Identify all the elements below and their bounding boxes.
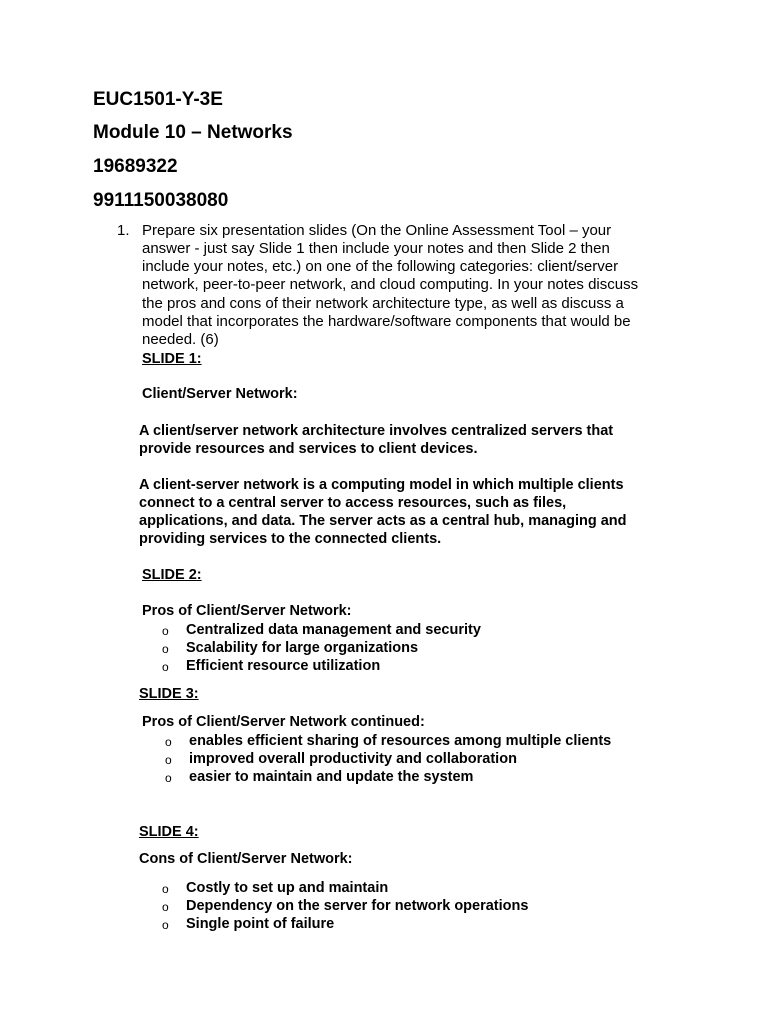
slide-1-paragraph-line: A client/server network architecture involves centralized servers that — [139, 423, 614, 439]
slide-1-paragraph-line: provide resources and services to client devices. — [139, 441, 478, 457]
module-title: Module 10 – Networks — [93, 122, 293, 143]
bullet-marker-icon: o — [165, 771, 172, 785]
slide-2-bullet: Efficient resource utilization — [186, 658, 381, 674]
slide-4-subheading: Cons of Client/Server Network: — [139, 851, 353, 867]
slide-2-subheading: Pros of Client/Server Network: — [142, 603, 352, 619]
student-number: 19689322 — [93, 156, 178, 177]
question-line: model that incorporates the hardware/software components that would be — [142, 313, 631, 330]
question-line: Prepare six presentation slides (On the Online Assessment Tool – your — [142, 222, 612, 239]
question-line: network, peer-to-peer network, and cloud computing. In your notes discuss — [142, 276, 639, 293]
slide-1-paragraph-line: applications, and data. The server acts as a central hub, managing and — [139, 513, 627, 529]
bullet-marker-icon: o — [162, 882, 169, 896]
slide-2-bullet: Scalability for large organizations — [186, 640, 419, 656]
slide-4-heading: SLIDE 4: — [139, 824, 199, 840]
bullet-marker-icon: o — [165, 753, 172, 767]
slide-1-heading: SLIDE 1: — [142, 351, 202, 367]
bullet-marker-icon: o — [162, 624, 169, 638]
bullet-marker-icon: o — [162, 642, 169, 656]
question-line: needed. (6) — [142, 331, 219, 348]
slide-1-paragraph-line: A client-server network is a computing model in which multiple clients — [139, 477, 624, 493]
slide-2-bullet: Centralized data management and security — [186, 622, 481, 638]
question-line: answer - just say Slide 1 then include your notes and then Slide 2 then — [142, 240, 610, 257]
slide-3-bullet: easier to maintain and update the system — [189, 769, 474, 785]
slide-4-bullet: Costly to set up and maintain — [186, 880, 389, 896]
slide-3-bullet: enables efficient sharing of resources among multiple clients — [189, 733, 612, 749]
question-line: include your notes, etc.) on one of the following categories: client/server — [142, 258, 619, 275]
bullet-marker-icon: o — [162, 918, 169, 932]
id-number: 9911150038080 — [93, 190, 229, 211]
slide-1-paragraph-line: connect to a central server to access resources, such as files, — [139, 495, 567, 511]
bullet-marker-icon: o — [162, 660, 169, 674]
bullet-marker-icon: o — [162, 900, 169, 914]
slide-4-bullet: Dependency on the server for network operations — [186, 898, 529, 914]
question-number: 1. — [117, 222, 130, 239]
slide-3-heading: SLIDE 3: — [139, 686, 199, 702]
slide-1-subheading: Client/Server Network: — [142, 386, 298, 402]
bullet-marker-icon: o — [165, 735, 172, 749]
question-line: the pros and cons of their network architecture type, as well as discuss a — [142, 295, 624, 312]
slide-3-subheading: Pros of Client/Server Network continued: — [142, 714, 425, 730]
slide-2-heading: SLIDE 2: — [142, 567, 202, 583]
course-code: EUC1501-Y-3E — [93, 89, 223, 110]
slide-4-bullet: Single point of failure — [186, 916, 335, 932]
slide-1-paragraph-line: providing services to the connected clients. — [139, 531, 442, 547]
slide-3-bullet: improved overall productivity and collaboration — [189, 751, 517, 767]
